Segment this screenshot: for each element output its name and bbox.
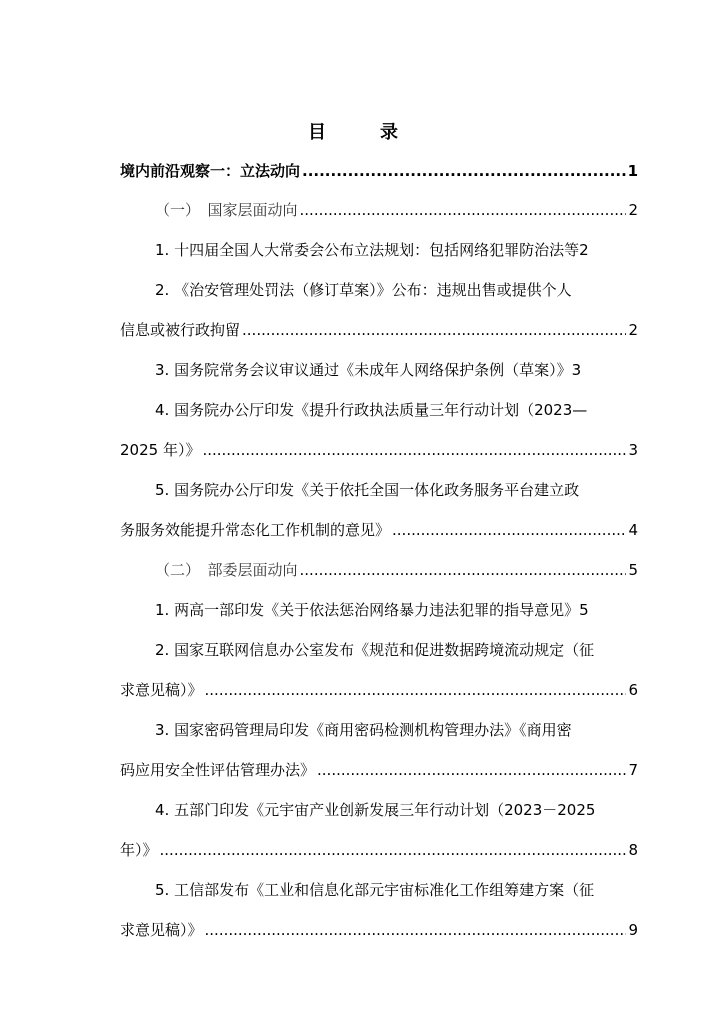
toc-entry-text-line2: 求意见稿）》 <box>120 681 203 699</box>
toc-entry-item[interactable] <box>120 519 638 541</box>
toc-entry-item[interactable] <box>155 599 643 621</box>
toc-entry-text: （一） 国家层面动向 <box>155 201 298 219</box>
toc-leader-dots <box>205 921 627 939</box>
toc-entry-text-line1[interactable]: 4. 五部门印发《元宇宙产业创新发展三年行动计划（2023－2025 <box>155 801 596 819</box>
toc-entry-text: （二） 部委层面动向 <box>155 561 298 579</box>
toc-entry-page: 5 <box>628 561 638 579</box>
toc-leader-dots <box>300 561 627 579</box>
toc-entry-text: 1. 两高一部印发《关于依法惩治网络暴力违法犯罪的指导意见》 <box>155 601 580 619</box>
toc-entry-text-line1[interactable]: 5. 国务院办公厅印发《关于依托全国一体化政务服务平台建立政 <box>155 481 580 499</box>
toc-entry-page: 3 <box>571 361 582 379</box>
toc-entry-page: 2 <box>628 201 638 219</box>
toc-entry-section-1[interactable] <box>155 199 638 221</box>
toc-leader-dots <box>302 162 626 180</box>
toc-entry-page: 5 <box>579 601 589 619</box>
toc-title: 目 录 <box>308 122 416 143</box>
toc-entry-page: 2 <box>628 321 638 339</box>
toc-entry-item[interactable] <box>120 919 638 941</box>
toc-entry-text-line2: 信息或被行政拘留 <box>120 321 241 339</box>
toc-entry-text: 1. 十四届全国人大常委会公布立法规划：包括网络犯罪防治法等 <box>155 241 580 259</box>
toc-entry-item[interactable] <box>120 839 638 861</box>
toc-entry-item[interactable] <box>155 359 643 381</box>
toc-entry-item[interactable] <box>120 759 638 781</box>
toc-leader-dots <box>242 321 626 339</box>
toc-entry-text-line2: 务服务效能提升常态化工作机制的意见》 <box>120 521 391 539</box>
toc-entry-page: 6 <box>628 681 638 699</box>
toc-entry-text-line2: 2025 年）》 <box>120 441 201 459</box>
toc-entry-text-line1[interactable]: 3. 国家密码管理局印发《商用密码检测机构管理办法》《商用密 <box>155 721 572 739</box>
toc-entry-text: 境内前沿观察一：立法动向 <box>120 162 301 180</box>
toc-entry-page: 9 <box>628 921 638 939</box>
toc-entry-item[interactable] <box>120 439 638 461</box>
toc-leader-dots <box>300 201 627 219</box>
toc-leader-dots <box>202 441 626 459</box>
toc-entry-item[interactable] <box>120 319 638 341</box>
toc-leader-dots <box>160 841 627 859</box>
toc-leader-dots <box>317 761 626 779</box>
toc-entry-section-2[interactable] <box>155 559 638 581</box>
toc-leader-dots <box>205 681 627 699</box>
toc-entry-item[interactable] <box>120 679 638 701</box>
toc-entry-chapter-1[interactable] <box>120 160 638 182</box>
toc-entry-text-line1[interactable]: 5. 工信部发布《工业和信息化部元宇宙标准化工作组筹建方案（征 <box>155 881 595 899</box>
toc-entry-page: 2 <box>579 241 589 259</box>
toc-entry-item[interactable] <box>155 239 643 261</box>
toc-entry-page: 1 <box>627 162 638 180</box>
toc-entry-text-line1[interactable]: 2. 《治安管理处罚法（修订草案）》公布：违规出售或提供个人 <box>155 281 572 299</box>
toc-leader-dots <box>392 521 626 539</box>
toc-entry-text-line2: 求意见稿）》 <box>120 921 203 939</box>
toc-entry-text-line2: 码应用安全性评估管理办法》 <box>120 761 316 779</box>
toc-entry-page: 4 <box>628 521 638 539</box>
toc-entry-text: 3. 国务院常务会议审议通过《未成年人网络保护条例（草案）》 <box>155 361 572 379</box>
toc-entry-text-line1[interactable]: 2. 国家互联网信息办公室发布《规范和促进数据跨境流动规定（征 <box>155 641 595 659</box>
toc-entry-page: 8 <box>628 841 638 859</box>
toc-entry-text-line1[interactable]: 4. 国务院办公厅印发《提升行政执法质量三年行动计划（2023— <box>155 401 588 419</box>
toc-entry-page: 3 <box>628 441 638 459</box>
toc-entry-text-line2: 年）》 <box>120 841 158 859</box>
toc-entry-page: 7 <box>628 761 638 779</box>
